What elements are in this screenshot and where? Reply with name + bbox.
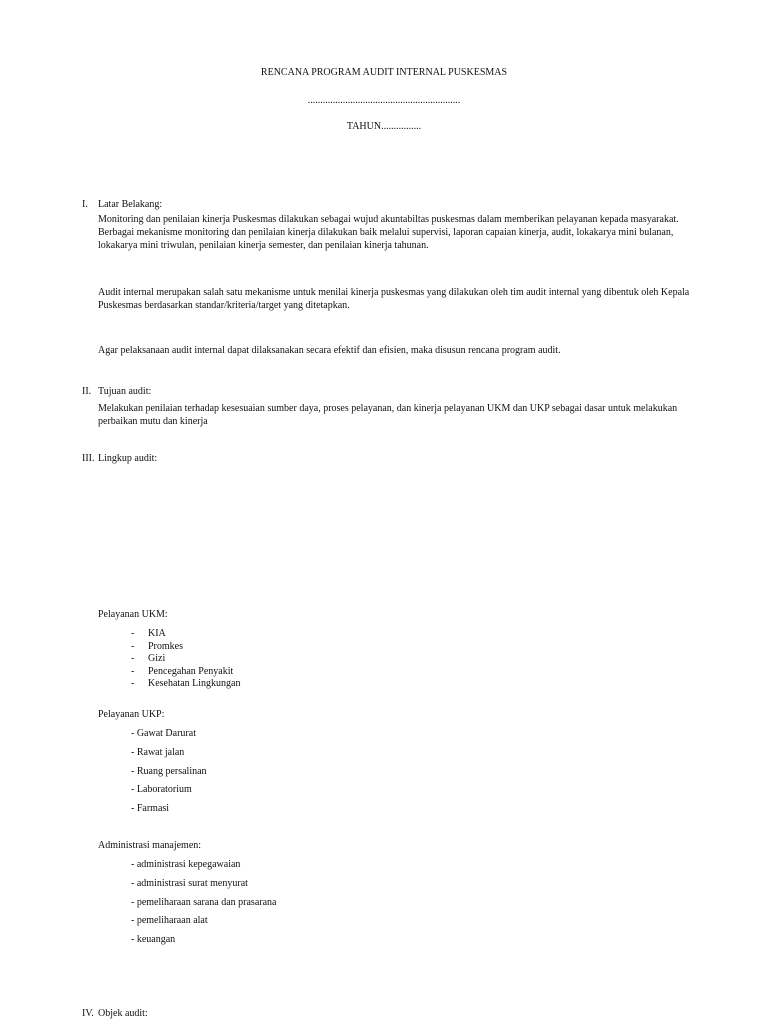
section-3-heading: Lingkup audit: — [98, 453, 158, 464]
list-item: - Gawat Darurat — [131, 728, 196, 739]
puskesmas-name-placeholder: ............................................................. — [307, 95, 461, 106]
list-item: - administrasi surat menyurat — [131, 877, 248, 889]
list-item — [131, 627, 240, 640]
document-title: RENCANA PROGRAM AUDIT INTERNAL PUSKESMAS — [260, 67, 508, 78]
list-item: - pemeliharaan alat — [131, 915, 208, 927]
list-dash: - — [131, 665, 135, 677]
list-dash: - — [131, 653, 135, 664]
admin-heading: Administrasi manajemen: — [98, 840, 202, 851]
list-item-label: KIA — [148, 628, 166, 639]
list-item: - Laboratorium — [131, 784, 192, 796]
text-line: perbaikan mutu dan kinerja — [98, 416, 208, 427]
text-line: lokakarya mini triwulan, penilaian kinerja semester, dan penilaian kinerja tahunan. — [98, 240, 429, 251]
ukm-heading: Pelayanan UKM: — [98, 609, 168, 620]
ukp-list — [131, 727, 207, 821]
list-item — [131, 640, 240, 653]
list-item — [131, 665, 240, 678]
text-line: Melakukan penilaian terhadap kesesuaian sumber daya, proses pelayanan, dan kinerja pelayanan UKM dan UKP sebagai dasar untuk melakukan — [98, 403, 678, 414]
admin-list — [131, 858, 276, 952]
section-3-number: III. — [82, 453, 95, 464]
list-item-label: Pencegahan Penyakit — [148, 665, 234, 677]
list-dash: - — [131, 678, 135, 689]
year-line: TAHUN................ — [346, 121, 422, 132]
section-4-heading: Objek audit: — [98, 1008, 148, 1019]
list-item: - Ruang persalinan — [131, 765, 207, 777]
section-1-paragraph-3 — [98, 344, 698, 357]
list-dash: - — [131, 640, 135, 652]
list-dash: - — [131, 628, 135, 639]
list-item: - keuangan — [131, 934, 176, 946]
text-line: Berbagai mekanisme monitoring dan penilaian kinerja dilakukan baik melalui supervisi, laporan capaian kinerja, audit, lokakarya mini bulanan, — [98, 227, 674, 238]
list-item-label: Gizi — [148, 653, 166, 664]
list-item-label: Promkes — [148, 640, 183, 652]
ukm-list — [131, 627, 240, 690]
list-item-label: Kesehatan Lingkungan — [148, 678, 241, 689]
text-line: Puskesmas berdasarkan standar/kriteria/target yang ditetapkan. — [98, 300, 350, 311]
list-item: - pemeliharaan sarana dan prasarana — [131, 896, 277, 908]
section-2-number: II. — [82, 386, 92, 397]
list-item: - Rawat jalan — [131, 746, 185, 758]
section-1-number: I. — [82, 199, 88, 210]
section-1-paragraph-2 — [98, 286, 698, 312]
list-item — [131, 652, 240, 665]
section-4-number: IV. — [82, 1008, 94, 1019]
text-line: Audit internal merupakan salah satu mekanisme untuk menilai kinerja puskesmas yang dilakukan oleh tim audit internal yang dibentuk oleh Kepala — [98, 287, 690, 298]
ukp-heading: Pelayanan UKP: — [98, 709, 165, 720]
section-2-paragraph — [98, 402, 698, 428]
list-item: - administrasi kepegawaian — [131, 859, 241, 870]
text-line: Agar pelaksanaan audit internal dapat dilaksanakan secara efektif dan efisien, maka disusun rencana program audit. — [98, 345, 561, 356]
list-item: - Farmasi — [131, 803, 170, 815]
list-item — [131, 677, 240, 690]
text-line: Monitoring dan penilaian kinerja Puskesmas dilakukan sebagai wujud akuntabiltas puskesmas dalam memberikan pelayanan kepada masyarakat. — [98, 214, 679, 225]
section-2-heading: Tujuan audit: — [98, 386, 152, 397]
section-1-heading: Latar Belakang: — [98, 199, 163, 210]
section-1-paragraph-1 — [98, 213, 698, 252]
